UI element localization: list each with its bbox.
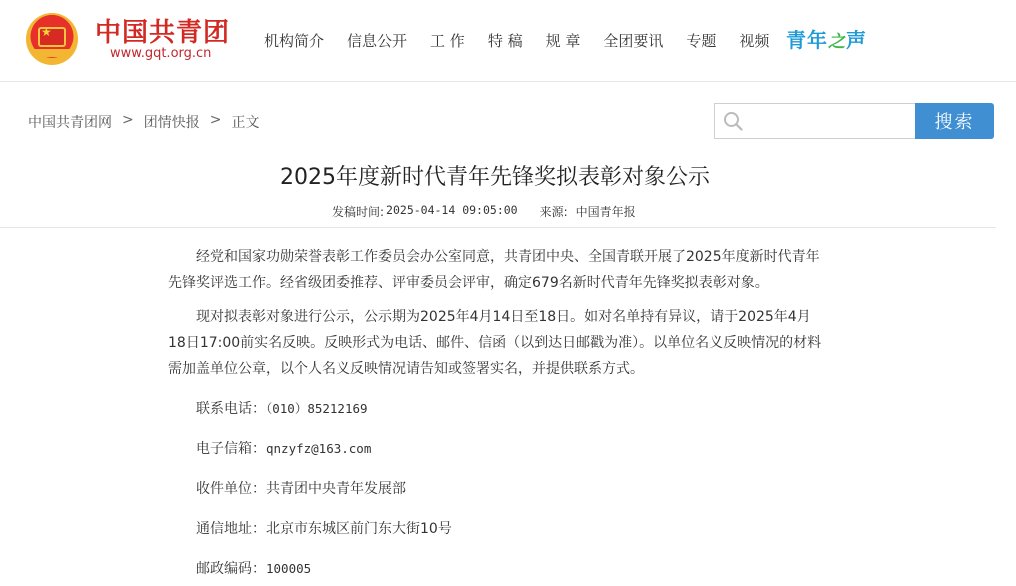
contact-address (168, 516, 828, 542)
article-title: 2025年度新时代青年先锋奖拟表彰对象公示 (280, 165, 710, 190)
contact-unit-label: 收件单位： (196, 481, 266, 497)
youth-voice-logo-left: 青年 (786, 28, 828, 52)
breadcrumb-separator: > (209, 112, 222, 128)
article-paragraph: 经党和国家功勋荣誉表彰工作委员会办公室同意，共青团中央、全国青联开展了2025年度新时代青年先锋奖评选工作。经省级团委推荐、评审委员会评审，确定679名新时代青年先锋奖拟表彰对象。 (168, 249, 820, 291)
published-time: 2025-04-14 09:05:00 (386, 203, 518, 217)
nav-item-features[interactable]: 特 稿 (487, 32, 523, 50)
nav-item-regulations[interactable]: 规 章 (545, 32, 581, 50)
brand-name[interactable]: 中国共青团 (95, 18, 231, 48)
breadcrumb-current: 正文 (231, 115, 260, 131)
breadcrumb-home[interactable]: 中国共青团网 (28, 115, 112, 131)
search-input[interactable] (715, 104, 918, 138)
search-box (714, 103, 918, 139)
nav-item-league-news[interactable]: 全团要讯 (603, 32, 664, 50)
article-paragraph: 现对拟表彰对象进行公示，公示期为2025年4月14日至18日。如对名单持有异议，请于2025年4月18日17:00前实名反映。反映形式为电话、邮件、信函（以到达日邮戳为准）。以单位名义反映情况的材料需加盖单位公章，以个人名义反映情况请告知或签署实名，并提供联系方式。 (168, 309, 822, 377)
site-header (0, 0, 1016, 82)
search-button[interactable]: 搜索 (915, 103, 994, 139)
nav-item-videos[interactable]: 视频 (739, 32, 770, 50)
nav-item-about[interactable]: 机构简介 (264, 32, 325, 50)
nav-item-topics[interactable]: 专题 (686, 32, 717, 50)
main-nav (264, 30, 792, 50)
youth-voice-logo-right: 声 (846, 28, 867, 52)
contact-zip-label: 邮政编码： (196, 561, 266, 577)
ribbon-icon (34, 49, 70, 57)
contact-address-value: 北京市东城区前门东大街10号 (266, 521, 452, 537)
source-label: 来源: (539, 205, 568, 219)
star-icon: ★ (41, 25, 52, 39)
nav-item-info-disclosure[interactable]: 信息公开 (347, 32, 408, 50)
nav-item-work[interactable]: 工 作 (430, 32, 465, 50)
published-label: 发稿时间: (332, 205, 385, 219)
contact-phone-label: 联系电话： (196, 401, 266, 417)
contact-email-value: qnzyfz@163.com (266, 441, 372, 456)
divider (0, 227, 996, 228)
contact-unit (168, 476, 828, 502)
source-value: 中国青年报 (575, 205, 636, 219)
contact-unit-value: 共青团中央青年发展部 (266, 481, 406, 497)
youth-voice-logo[interactable] (786, 24, 867, 53)
contact-zip (168, 556, 828, 582)
search-icon (723, 111, 743, 131)
contact-phone (168, 396, 828, 422)
contact-email (168, 436, 828, 462)
article-meta (332, 203, 658, 220)
contact-zip-value: 100005 (266, 561, 312, 576)
contact-email-label: 电子信箱： (196, 441, 266, 457)
breadcrumb-separator: > (122, 112, 134, 128)
league-emblem-logo[interactable] (26, 13, 78, 65)
contact-address-label: 通信地址： (196, 521, 266, 537)
breadcrumb-category[interactable]: 团情快报 (143, 115, 200, 131)
youth-voice-logo-mid: 之 (828, 32, 846, 52)
brand-url[interactable]: www.gqt.org.cn (110, 46, 212, 61)
contact-phone-value: （010）85212169 (266, 401, 368, 416)
breadcrumb (28, 112, 259, 132)
article-body (168, 244, 828, 586)
